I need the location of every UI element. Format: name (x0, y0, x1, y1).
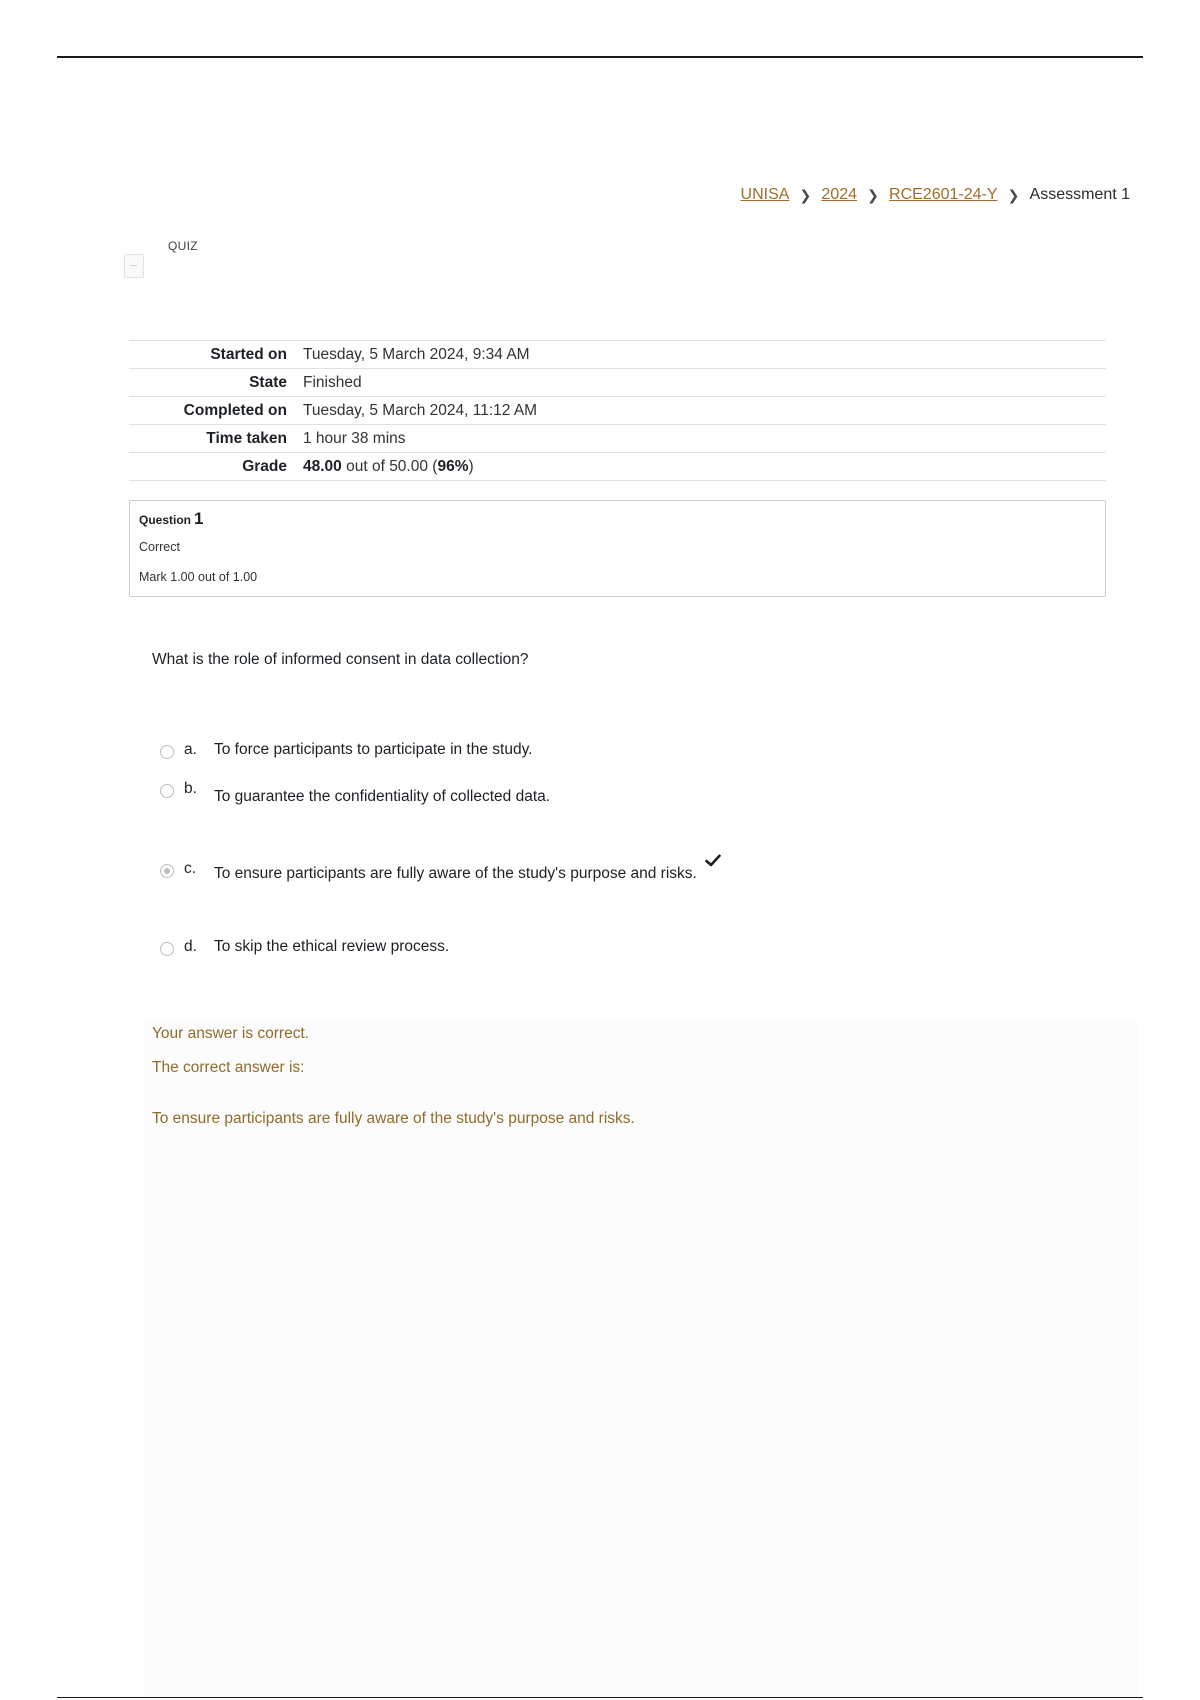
summary-label: Completed on (183, 401, 287, 419)
feedback-correct-label: The correct answer is: (152, 1059, 305, 1076)
chevron-right-icon: ❯ (867, 186, 879, 203)
chevron-right-icon: ❯ (1007, 186, 1020, 203)
option-text: To force participants to participate in the study. (214, 741, 533, 758)
option-text: To ensure participants are fully aware of the study's purpose and risks. (214, 865, 697, 882)
radio-button[interactable] (160, 784, 174, 798)
top-rule (57, 56, 1143, 58)
question-info-box (129, 500, 1106, 597)
summary-value: 1 hour 38 mins (303, 429, 406, 447)
summary-value: Finished (303, 373, 362, 391)
breadcrumb-current: Assessment 1 (1029, 186, 1130, 203)
summary-label: Time taken (206, 429, 287, 447)
option-text: To skip the ethical review process. (214, 938, 450, 955)
summary-row-state (129, 369, 1106, 397)
question-number (139, 509, 203, 529)
summary-label: Grade (242, 457, 287, 475)
question-number-value: 1 (194, 509, 204, 528)
summary-value: Tuesday, 5 March 2024, 9:34 AM (303, 345, 530, 363)
answer-option-b[interactable] (160, 780, 551, 805)
summary-row-time-taken (129, 425, 1106, 453)
grade-close: ) (468, 457, 474, 475)
checkmark-icon (705, 854, 721, 872)
answer-option-c[interactable] (160, 860, 721, 882)
option-text: To guarantee the confidentiality of collected data. (214, 788, 551, 805)
answer-option-d[interactable] (160, 938, 449, 956)
summary-row-completed (129, 397, 1106, 425)
summary-label: Started on (210, 345, 287, 363)
option-letter: c. (184, 860, 197, 877)
breadcrumb-link-course[interactable]: RCE2601-24-Y (889, 186, 998, 203)
radio-button[interactable] (160, 745, 174, 759)
radio-button-selected[interactable] (160, 864, 174, 878)
question-mark: Mark 1.00 out of 1.00 (139, 570, 258, 584)
summary-row-grade (129, 453, 1106, 481)
breadcrumb (741, 186, 1130, 204)
summary-label: State (249, 373, 287, 391)
question-label: Question (139, 513, 192, 527)
radio-button[interactable] (160, 942, 174, 956)
activity-type-label: QUIZ (168, 239, 198, 253)
option-letter: b. (184, 780, 197, 797)
summary-value (303, 453, 1106, 481)
feedback-result: Your answer is correct. (152, 1025, 310, 1042)
grade-percent: 96% (437, 457, 469, 475)
grade-out-of: out of 50.00 ( (341, 457, 438, 475)
bottom-rule (57, 1697, 1143, 1698)
chevron-right-icon: ❯ (799, 186, 812, 203)
grade-score: 48.00 (303, 457, 342, 475)
option-letter: d. (184, 938, 197, 955)
breadcrumb-link-unisa[interactable]: UNISA (740, 186, 790, 203)
breadcrumb-link-year[interactable]: 2024 (821, 186, 858, 203)
question-state: Correct (139, 540, 180, 554)
summary-value: Tuesday, 5 March 2024, 11:12 AM (303, 401, 538, 419)
attempt-summary-table (129, 340, 1106, 481)
option-letter: a. (184, 741, 197, 758)
quiz-icon (124, 254, 144, 278)
summary-row-started (129, 341, 1106, 369)
question-text: What is the role of informed consent in data collection? (152, 651, 529, 668)
answer-option-a[interactable] (160, 741, 533, 759)
feedback-correct-answer: To ensure participants are fully aware of the study's purpose and risks. (152, 1110, 635, 1127)
